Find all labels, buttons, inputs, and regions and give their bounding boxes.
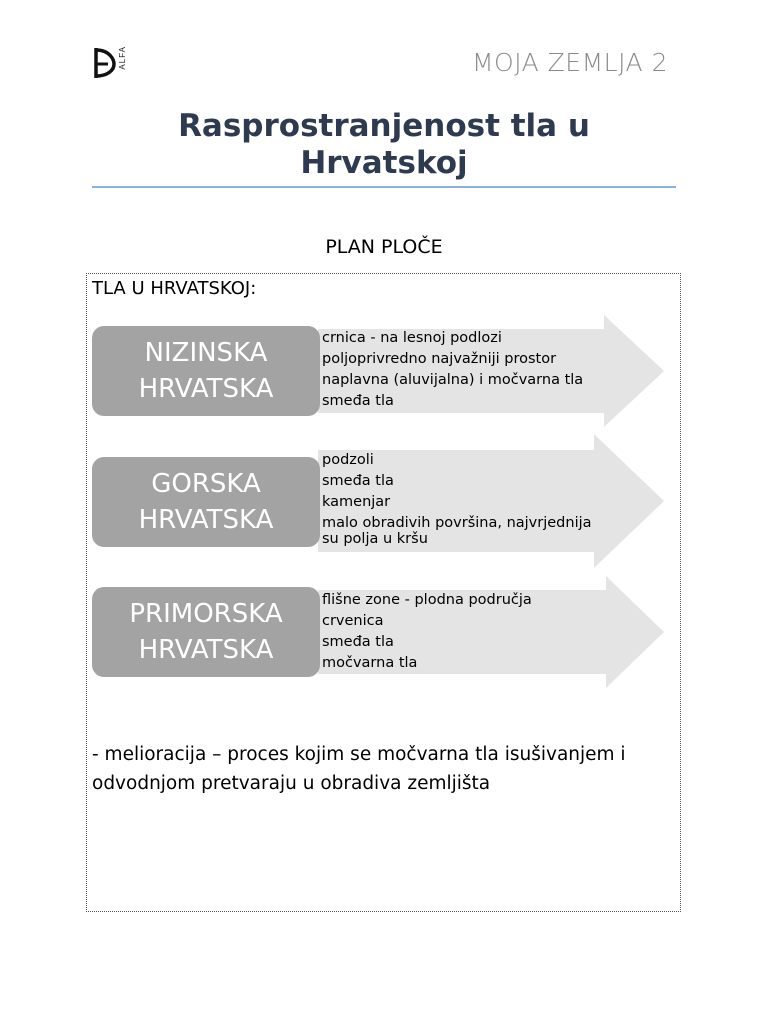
fact-list-nizinska xyxy=(322,328,583,412)
list-item: smeđa tla xyxy=(322,473,394,489)
plan-title: PLAN PLOČE xyxy=(325,236,443,258)
list-item: crnica - na lesnoj podlozi xyxy=(322,330,502,346)
brand-title: MOJA ZEMLJA 2 xyxy=(471,48,668,77)
list-item: smeđa tla xyxy=(322,634,394,650)
region-name-line1: NIZINSKA xyxy=(144,338,268,368)
region-name-line2: HRVATSKA xyxy=(138,374,274,404)
list-item: malo obradivih površina, najvrjednija su polja u kršu xyxy=(322,515,592,547)
fact-list-primorska xyxy=(322,590,532,674)
page-title: Rasprostranjenost tla u Hrvatskoj xyxy=(178,108,590,181)
region-name-line1: PRIMORSKA xyxy=(129,599,283,629)
title-divider xyxy=(92,186,676,188)
fact-list-gorska xyxy=(322,450,602,547)
list-item: smeđa tla xyxy=(322,393,394,409)
region-name-line2: HRVATSKA xyxy=(138,635,274,665)
list-item: kamenjar xyxy=(322,494,391,510)
list-item: crvenica xyxy=(322,613,384,629)
list-item: flišne zone - plodna područja xyxy=(322,592,532,608)
region-name-line1: GORSKA xyxy=(151,469,261,499)
list-item: poljoprivredno najvažniji prostor xyxy=(322,351,557,367)
list-item: močvarna tla xyxy=(322,655,418,671)
region-box-nizinska xyxy=(92,326,320,416)
logo-text: ALFA xyxy=(118,46,127,70)
melioracija-note: - melioracija – proces kojim se močvarna tla isušivanjem i odvodnjom pretvaraju u obradiva zemljišta xyxy=(92,744,626,794)
list-item: podzoli xyxy=(322,452,374,468)
region-box-gorska xyxy=(92,457,320,547)
region-box-primorska xyxy=(92,587,320,677)
region-name-line2: HRVATSKA xyxy=(138,505,274,535)
board-heading: TLA U HRVATSKOJ: xyxy=(92,278,257,299)
list-item: naplavna (aluvijalna) i močvarna tla xyxy=(322,372,584,388)
